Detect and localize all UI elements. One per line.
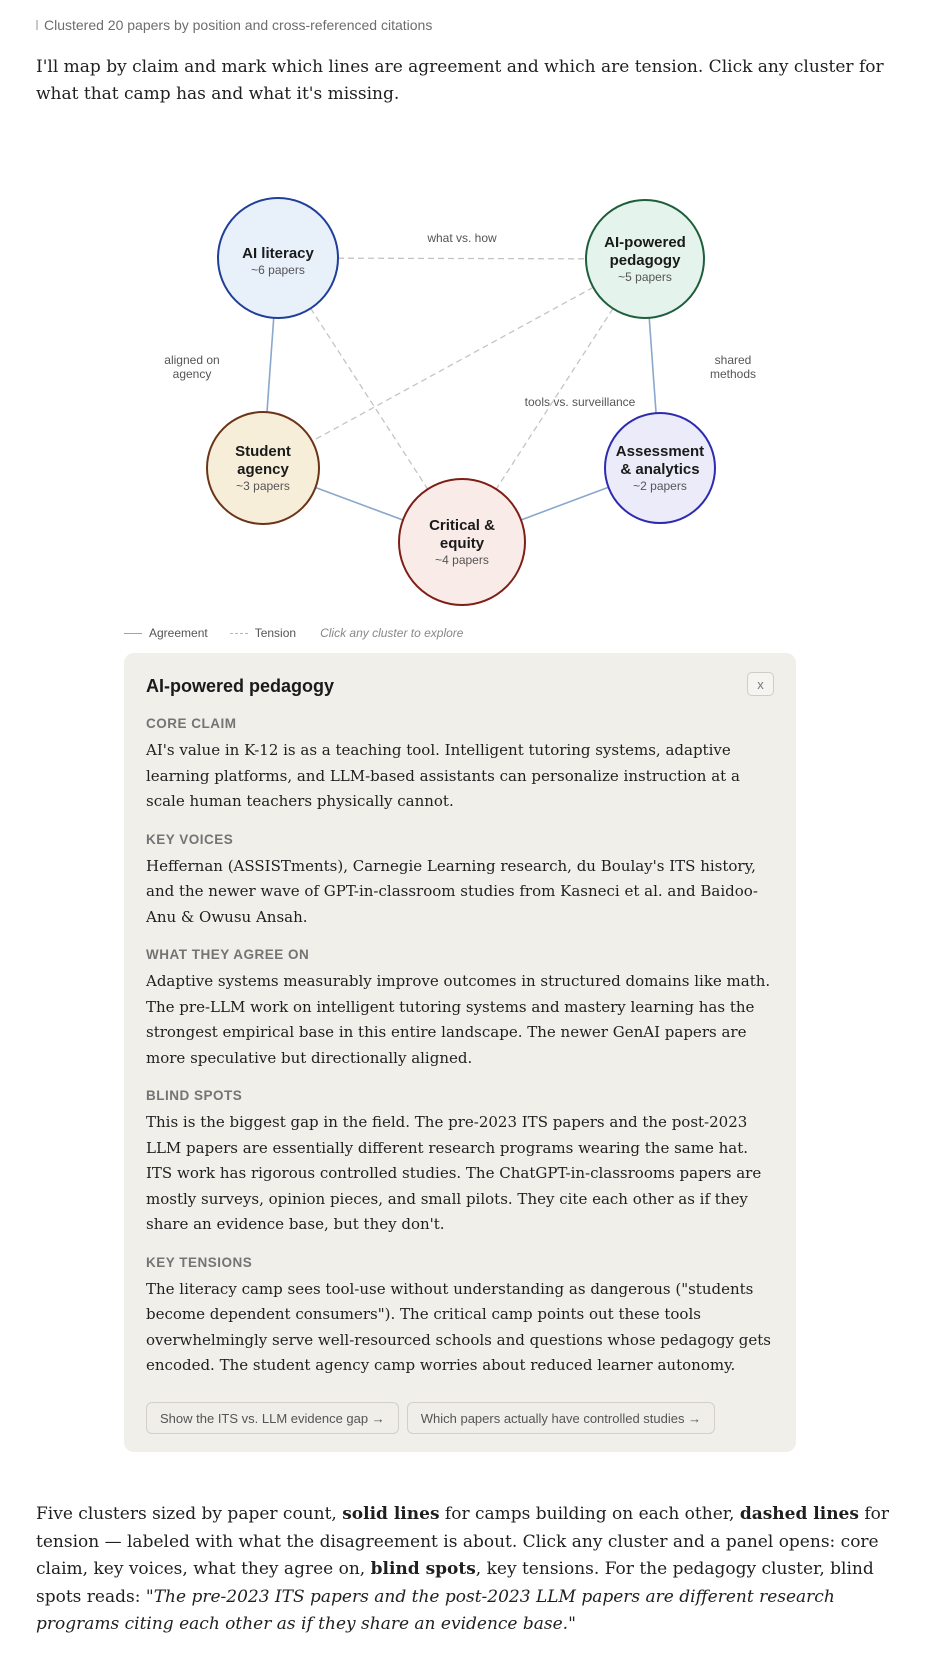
tension-swatch: [230, 633, 248, 634]
cluster-title-literacy: AI literacy: [242, 245, 314, 262]
edge-agency-critical: [315, 488, 402, 521]
agreement-swatch: [124, 633, 142, 634]
section-text-key-voices: Heffernan (ASSISTments), Carnegie Learning research, du Boulay's ITS history, and the newer wave of GPT-in-classroom studies from Kasneci et al. and Baidoo-Anu & Owusu Ansah.: [146, 856, 758, 926]
section-label-core-claim: CORE CLAIM: [146, 716, 237, 731]
edge-label-pedagogy-assessment: shared: [714, 353, 752, 367]
cluster-count-pedagogy: ~5 papers: [618, 270, 672, 284]
edge-label-literacy-pedagogy: what vs. how: [427, 231, 497, 245]
summary-text-1: Five clusters sized by paper count,: [36, 1504, 343, 1524]
cluster-critical[interactable]: [399, 479, 525, 605]
status-line: [36, 17, 432, 33]
cluster-title-agency: Student: [235, 443, 291, 460]
cluster-count-literacy: ~6 papers: [251, 263, 305, 277]
edge-label-pedagogy-assessment: methods: [709, 367, 757, 381]
summary-bold-blind-spots: blind spots: [370, 1559, 476, 1579]
edge-literacy-critical: [311, 308, 428, 489]
summary-quote: "The pre-2023 ITS papers and the post-2023 LLM papers are different research programs citing each other as if they share an evidence base.": [36, 1586, 835, 1634]
summary-bold-solid: solid lines: [342, 1504, 440, 1524]
cluster-count-agency: ~3 papers: [236, 479, 290, 493]
summary-paragraph: [36, 1501, 896, 1639]
section-label-agree-on: WHAT THEY AGREE ON: [146, 947, 310, 962]
cluster-title-pedagogy: AI-powered: [604, 234, 686, 251]
cluster-pedagogy[interactable]: [586, 200, 704, 318]
panel-actions: [146, 1402, 715, 1434]
intro-paragraph: I'll map by claim and mark which lines are agreement and which are tension. Click any cluster for what that camp has and what it's missing.: [36, 57, 884, 104]
cluster-title-critical: Critical &: [429, 517, 495, 534]
close-panel-button[interactable]: x: [747, 672, 774, 696]
edge-pedagogy-agency: [312, 287, 593, 441]
edge-label-literacy-agency: aligned on: [164, 353, 220, 367]
cluster-map: [0, 140, 926, 620]
summary-text-3: for tension — labeled with what the disagreement is about. Click any cluster and a panel opens: core claim, key voices, what they agree on,: [36, 1504, 890, 1579]
status-text: Clustered 20 papers by position and cross-referenced citations: [44, 17, 433, 33]
summary-text-2: for camps building on each other,: [439, 1504, 740, 1524]
legend-agreement: Agreement: [149, 626, 208, 640]
section-label-key-tensions: KEY TENSIONS: [146, 1254, 253, 1270]
section-text-key-tensions: The literacy camp sees tool-use without understanding as dangerous ("students become dependent consumers"). The critical camp points out these tools overwhelmingly serve well-resourced schools and questions whose pedagogy gets encoded. The student agency camp worries about reduced learner autonomy.: [146, 1279, 772, 1374]
map-legend: [124, 626, 463, 640]
section-text-blind-spots: This is the biggest gap in the field. The pre-2023 ITS papers and the post-2023 LLM papers are essentially different research programs wearing the same hat. ITS work has rigorous controlled studies. The ChatGPT-in-classrooms papers are mostly surveys, opinion pieces, and small pilots. They cite each other as if they share an evidence base, but they don't.: [146, 1113, 762, 1233]
summary-bold-dashed: dashed lines: [739, 1504, 859, 1524]
edge-label-pedagogy-critical: tools vs. surveillance: [524, 395, 636, 409]
cluster-title-agency: agency: [237, 461, 289, 478]
edge-literacy-pedagogy: [338, 258, 586, 259]
controlled-studies-button[interactable]: Which papers actually have controlled studies →: [407, 1402, 715, 1434]
cluster-agency[interactable]: [207, 412, 319, 524]
edge-label-literacy-agency: agency: [172, 367, 212, 381]
cluster-literacy[interactable]: [218, 198, 338, 318]
edge-pedagogy-assessment: [649, 318, 656, 413]
evidence-gap-button[interactable]: Show the ITS vs. LLM evidence gap →: [146, 1402, 399, 1434]
section-label-blind-spots: BLIND SPOTS: [146, 1088, 243, 1103]
panel-title: AI-powered pedagogy: [146, 676, 335, 696]
cluster-title-assessment: & analytics: [620, 461, 700, 478]
status-indicator: [36, 20, 38, 30]
edge-literacy-agency: [267, 318, 274, 412]
cluster-count-assessment: ~2 papers: [633, 479, 687, 493]
section-text-core-claim: AI's value in K-12 is as a teaching tool. Intelligent tutoring systems, adaptive learning platforms, and LLM-based assistants can personalize instruction at a scale human teachers physically cannot.: [146, 741, 740, 810]
legend-tension: Tension: [254, 626, 297, 640]
legend-hint: Click any cluster to explore: [320, 626, 464, 640]
cluster-detail-panel: [124, 653, 796, 1452]
section-text-agree-on: Adaptive systems measurably improve outcomes in structured domains like math. The pre-LLM work on intelligent tutoring systems and mastery learning has the strongest empirical base in this entire landscape. The newer GenAI papers are more speculative but directionally aligned.: [146, 972, 771, 1067]
cluster-title-assessment: Assessment: [615, 443, 705, 460]
summary-text-4: , key tensions. For the pedagogy cluster, blind spots reads:: [36, 1559, 874, 1607]
cluster-title-pedagogy: pedagogy: [609, 252, 681, 269]
section-label-key-voices: KEY VOICES: [146, 831, 234, 847]
cluster-title-critical: equity: [439, 535, 485, 552]
cluster-count-critical: ~4 papers: [435, 553, 489, 567]
cluster-assessment[interactable]: [605, 413, 715, 523]
edge-critical-assessment: [521, 487, 608, 520]
